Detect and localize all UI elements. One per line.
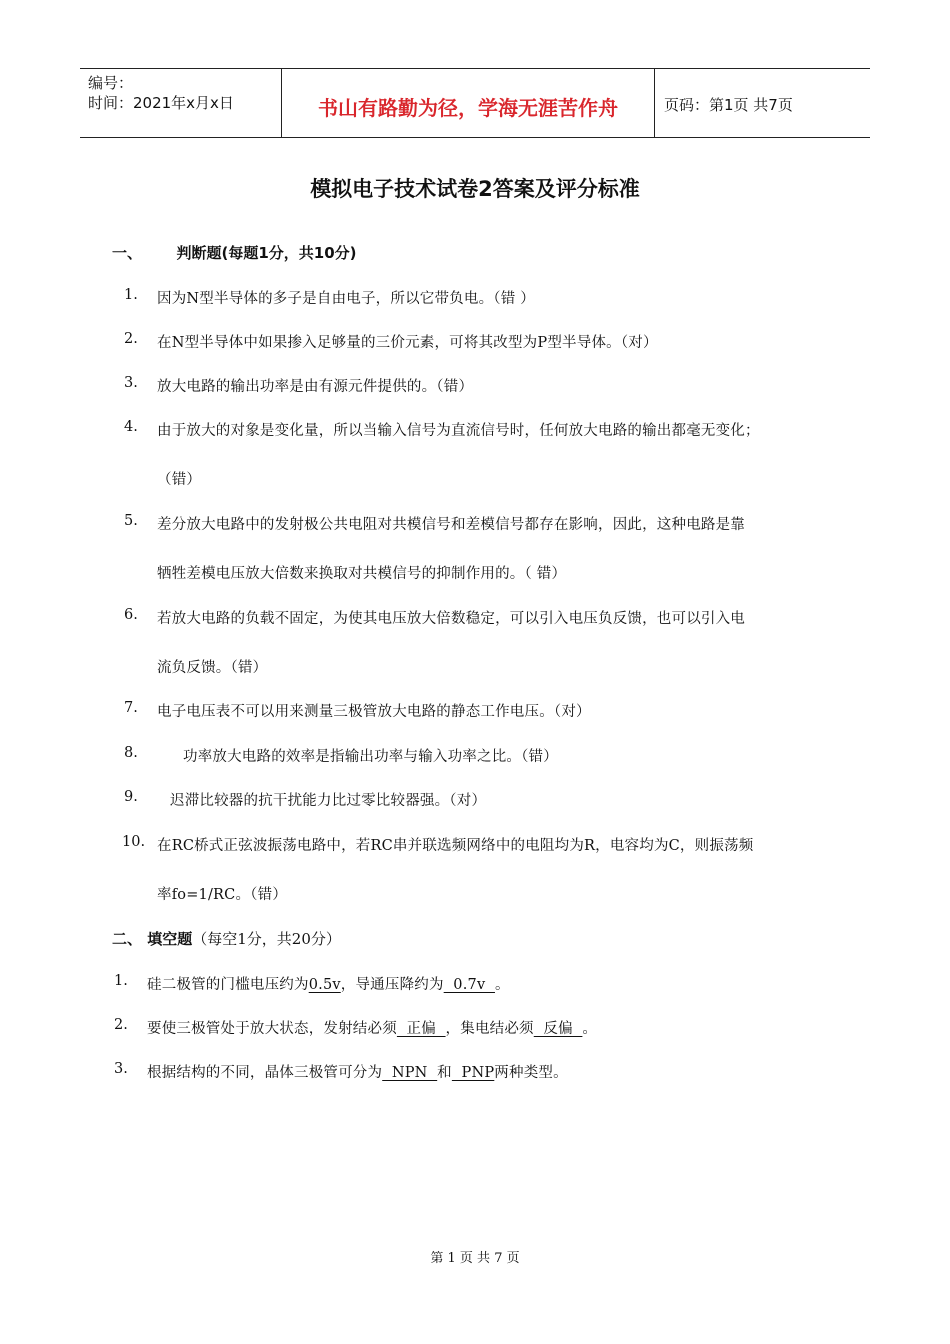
item-number: 1.	[124, 287, 138, 303]
item-text: 在N型半导体中如果掺入足够量的三价元素，可将其改型为P型半导体。（对）	[157, 335, 658, 351]
fill-answer: 反偏	[533, 1021, 583, 1037]
fill-text: 。	[582, 1021, 598, 1037]
item-text: 因为N型半导体的多子是自由电子，所以它带负电。（错 ）	[157, 291, 535, 307]
fill-text: ，集电结必须	[445, 1021, 534, 1037]
fill-answer: 0.5v	[308, 977, 341, 993]
item-number: 3.	[124, 375, 138, 391]
fill-text: 。	[494, 977, 510, 993]
fill-answer: PNP	[451, 1065, 495, 1081]
fill-text: ，导通压降约为	[340, 977, 444, 993]
item-text: 若放大电路的负载不固定，为使其电压放大倍数稳定，可以引入电压负反馈，也可以引入电	[157, 611, 745, 627]
item-number: 2.	[114, 1017, 128, 1033]
item-text: 由于放大的对象是变化量，所以当输入信号为直流信号时，任何放大电路的输出都毫无变化；	[157, 423, 760, 439]
item-number: 10.	[122, 834, 146, 850]
fill-answer: 0.7v	[443, 977, 495, 993]
item-text-continued: （错）	[157, 472, 202, 488]
header-left-cell	[80, 69, 281, 137]
section1-number: 一、	[112, 244, 143, 262]
item-number: 1.	[114, 973, 128, 989]
motto-text: 书山有路勤为径，学海无涯苦作舟	[318, 96, 618, 120]
item-text-continued: 牺牲差模电压放大倍数来换取对共模信号的抑制作用的。（ 错）	[157, 566, 567, 582]
item-number: 5.	[124, 513, 138, 529]
date-label: 时间：2021年x月x日	[88, 94, 234, 112]
item-number: 3.	[114, 1061, 128, 1077]
item-number: 4.	[124, 419, 138, 435]
item-number: 9.	[124, 789, 138, 805]
item-text-continued: 流负反馈。（错）	[157, 660, 268, 676]
fill-item	[147, 973, 510, 994]
section2-number: 二、	[112, 930, 143, 948]
fill-text: 要使三极管处于放大状态，发射结必须	[147, 1021, 397, 1037]
document-title: 模拟电子技术试卷2答案及评分标准	[310, 177, 640, 201]
item-number: 2.	[124, 331, 138, 347]
section2-note: （每空1分，共20分）	[192, 930, 341, 948]
section2-heading	[112, 928, 341, 949]
item-text: 功率放大电路的效率是指输出功率与输入功率之比。（错）	[183, 749, 558, 765]
fill-item	[147, 1061, 568, 1082]
item-text: 差分放大电路中的发射极公共电阻对共模信号和差模信号都存在影响，因此，这种电路是靠	[157, 517, 745, 533]
page-info: 页码：第1页 共7页	[664, 96, 793, 114]
section2-title: 填空题	[147, 930, 193, 948]
item-text: 电子电压表不可以用来测量三极管放大电路的静态工作电压。（对）	[157, 704, 591, 720]
header-table	[80, 68, 870, 138]
item-number: 6.	[124, 607, 138, 623]
item-number: 8.	[124, 745, 138, 761]
item-text: 在RC桥式正弦波振荡电路中，若RC串并联选频网络中的电阻均为R，电容均为C，则振荡频	[157, 838, 754, 854]
fill-item	[147, 1017, 597, 1038]
serial-label: 编号：	[88, 74, 134, 92]
header-motto-cell	[281, 69, 655, 137]
item-text: 放大电路的输出功率是由有源元件提供的。（错）	[157, 379, 474, 395]
fill-text: 硅二极管的门槛电压约为	[147, 977, 309, 993]
section1-title: 判断题(每题1分，共10分)	[176, 244, 357, 262]
item-text-continued: 率fo=1/RC。（错）	[157, 887, 288, 903]
fill-text: 两种类型。	[494, 1065, 568, 1081]
fill-text: 和	[437, 1065, 452, 1081]
page-footer: 第 1 页 共 7 页	[430, 1251, 520, 1266]
fill-text: 根据结构的不同，晶体三极管可分为	[147, 1065, 383, 1081]
item-text: 迟滞比较器的抗干扰能力比过零比较器强。（对）	[170, 793, 487, 809]
section1-heading	[112, 242, 357, 263]
fill-answer: 正偏	[396, 1021, 446, 1037]
fill-answer: NPN	[382, 1065, 438, 1081]
item-number: 7.	[124, 700, 138, 716]
header-page-cell	[654, 69, 870, 137]
